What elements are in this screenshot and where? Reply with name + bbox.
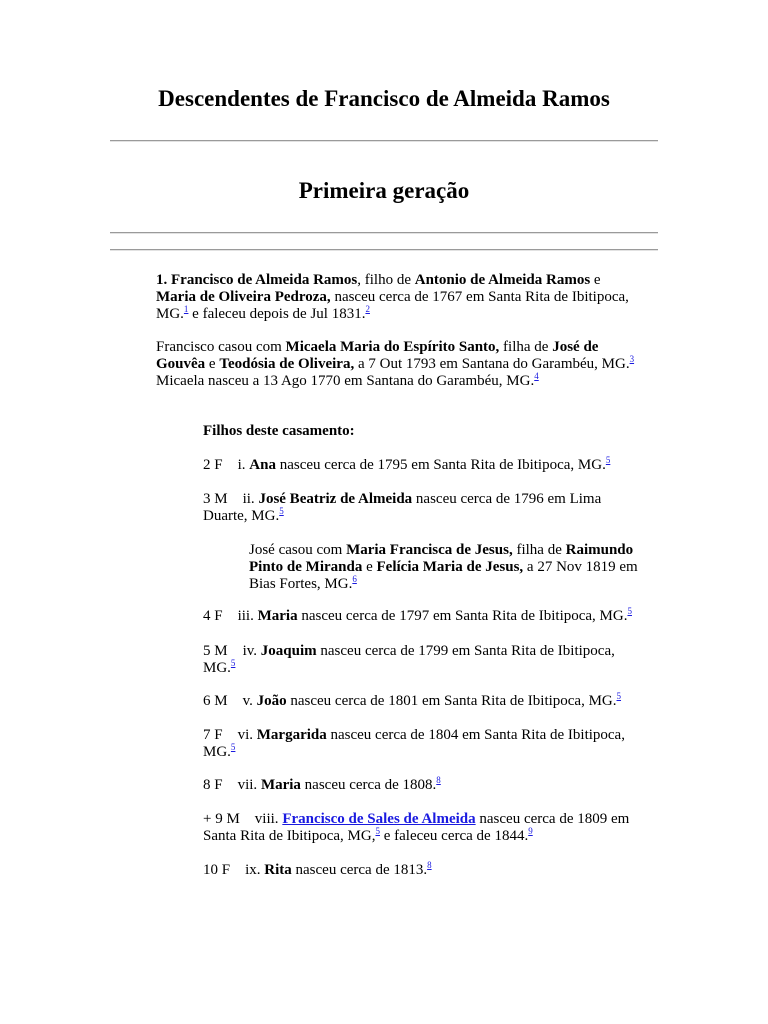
text: MG. — [203, 660, 231, 676]
generation-heading: Primeira geração — [298, 178, 470, 203]
child-name: Margarida — [256, 727, 327, 743]
footnote-link[interactable]: 5 — [616, 691, 622, 701]
footnote-link[interactable]: 8 — [436, 775, 441, 785]
text: nasceu cerca de 1797 em Santa Rita de Ibitipoca, MG. — [297, 608, 628, 624]
text: e — [205, 356, 220, 372]
footnote-link[interactable]: 3 — [629, 354, 635, 364]
text: nasceu cerca de 1796 em Lima — [412, 491, 602, 507]
spouse-father: Raimundo — [565, 542, 634, 558]
child-name: Rita — [264, 862, 292, 878]
children-heading-text: Filhos deste casamento: — [203, 423, 355, 439]
text: José casou com — [249, 542, 347, 558]
spouse-mother: Teodósia de Oliveira, — [219, 356, 355, 372]
footnote-link[interactable]: 6 — [352, 574, 357, 584]
child-entry — [203, 811, 663, 845]
text: nasceu cerca de 1809 em — [475, 811, 630, 827]
divider — [110, 140, 658, 142]
child-entry — [203, 862, 663, 879]
footnote-link[interactable]: 5 — [605, 455, 611, 465]
text: a 7 Out 1793 em Santana do Garambéu, MG. — [354, 356, 630, 372]
child-marriage-entry — [249, 542, 669, 593]
text: nasceu cerca de 1799 em Santa Rita de Ibitipoca, — [316, 643, 615, 659]
text: a 27 Nov 1819 em — [523, 559, 638, 575]
child-entry — [203, 643, 663, 677]
child-entry — [203, 608, 663, 625]
child-name: Ana — [249, 457, 276, 473]
text: e faleceu cerca de 1844. — [379, 828, 529, 844]
footnote-link[interactable]: 5 — [627, 606, 632, 616]
child-entry — [203, 693, 663, 710]
person-number: 1. — [156, 272, 168, 288]
children-heading — [203, 423, 355, 440]
text: filha de — [499, 339, 553, 355]
text: nasceu cerca de 1808. — [300, 777, 437, 793]
mother-name: Maria de Oliveira Pedroza, — [156, 289, 331, 305]
text: e — [590, 272, 601, 288]
spouse-name: Micaela Maria do Espírito Santo, — [285, 339, 500, 355]
spouse-name: Maria Francisca de Jesus, — [346, 542, 513, 558]
text: nasceu cerca de 1767 em Santa Rita de Ibitipoca, — [330, 289, 629, 305]
footnote-link[interactable]: 9 — [528, 826, 533, 836]
child-entry — [203, 727, 663, 761]
footnote-link[interactable]: 5 — [375, 826, 380, 836]
person-entry — [156, 272, 656, 323]
text: MG. — [156, 306, 184, 322]
text: nasceu cerca de 1813. — [291, 862, 428, 878]
spouse-mother: Felícia Maria de Jesus, — [376, 559, 524, 575]
child-prefix: 10 F ix. — [203, 862, 265, 878]
text: e — [362, 559, 377, 575]
child-name: Joaquim — [260, 643, 317, 659]
child-prefix: 7 F vi. — [203, 727, 257, 743]
footnote-link[interactable]: 5 — [230, 658, 236, 668]
spouse-father: Gouvêa — [156, 356, 206, 372]
child-name: Maria — [257, 608, 298, 624]
text: Santa Rita de Ibitipoca, MG, — [203, 828, 376, 844]
text: nasceu cerca de 1795 em Santa Rita de Ibitipoca, MG. — [275, 457, 606, 473]
spouse-father: Pinto de Miranda — [249, 559, 363, 575]
text: Duarte, MG. — [203, 508, 280, 524]
child-name: João — [256, 693, 287, 709]
footnote-link[interactable]: 5 — [279, 506, 284, 516]
divider — [110, 232, 658, 234]
child-name: José Beatriz de Almeida — [258, 491, 413, 507]
child-name: Maria — [260, 777, 301, 793]
child-entry — [203, 777, 663, 794]
document-title: Descendentes de Francisco de Almeida Ramos — [158, 86, 610, 111]
child-prefix: 6 M v. — [203, 693, 257, 709]
child-entry — [203, 457, 663, 474]
text: Micaela nasceu a 13 Ago 1770 em Santana do Garambéu, MG. — [156, 373, 535, 389]
spouse-father: José de — [552, 339, 599, 355]
text: nasceu cerca de 1801 em Santa Rita de Ibitipoca, MG. — [286, 693, 617, 709]
text: nasceu cerca de 1804 em Santa Rita de Ibitipoca, — [326, 727, 625, 743]
footnote-link[interactable]: 2 — [365, 304, 370, 314]
text: Francisco casou com — [156, 339, 286, 355]
footnote-link[interactable]: 8 — [427, 860, 432, 870]
child-prefix: 2 F i. — [203, 457, 250, 473]
text: e faleceu depois de Jul 1831. — [188, 306, 366, 322]
child-prefix: + 9 M viii. — [203, 811, 283, 827]
person-name: Francisco de Almeida Ramos — [171, 272, 358, 288]
child-prefix: 8 F vii. — [203, 777, 261, 793]
text: filha de — [512, 542, 566, 558]
child-prefix: 5 M iv. — [203, 643, 261, 659]
footnote-link[interactable]: 5 — [230, 742, 236, 752]
marriage-entry — [156, 339, 656, 390]
text: , filho de — [357, 272, 415, 288]
child-prefix: 4 F iii. — [203, 608, 258, 624]
footnote-link[interactable]: 4 — [534, 371, 539, 381]
father-name: Antonio de Almeida Ramos — [414, 272, 591, 288]
text: MG. — [203, 744, 231, 760]
child-name-link[interactable]: Francisco de Sales de Almeida — [282, 811, 476, 827]
child-prefix: 3 M ii. — [203, 491, 259, 507]
footnote-link[interactable]: 1 — [183, 304, 189, 314]
text: Bias Fortes, MG. — [249, 576, 353, 592]
child-entry — [203, 491, 663, 525]
divider — [110, 249, 658, 251]
